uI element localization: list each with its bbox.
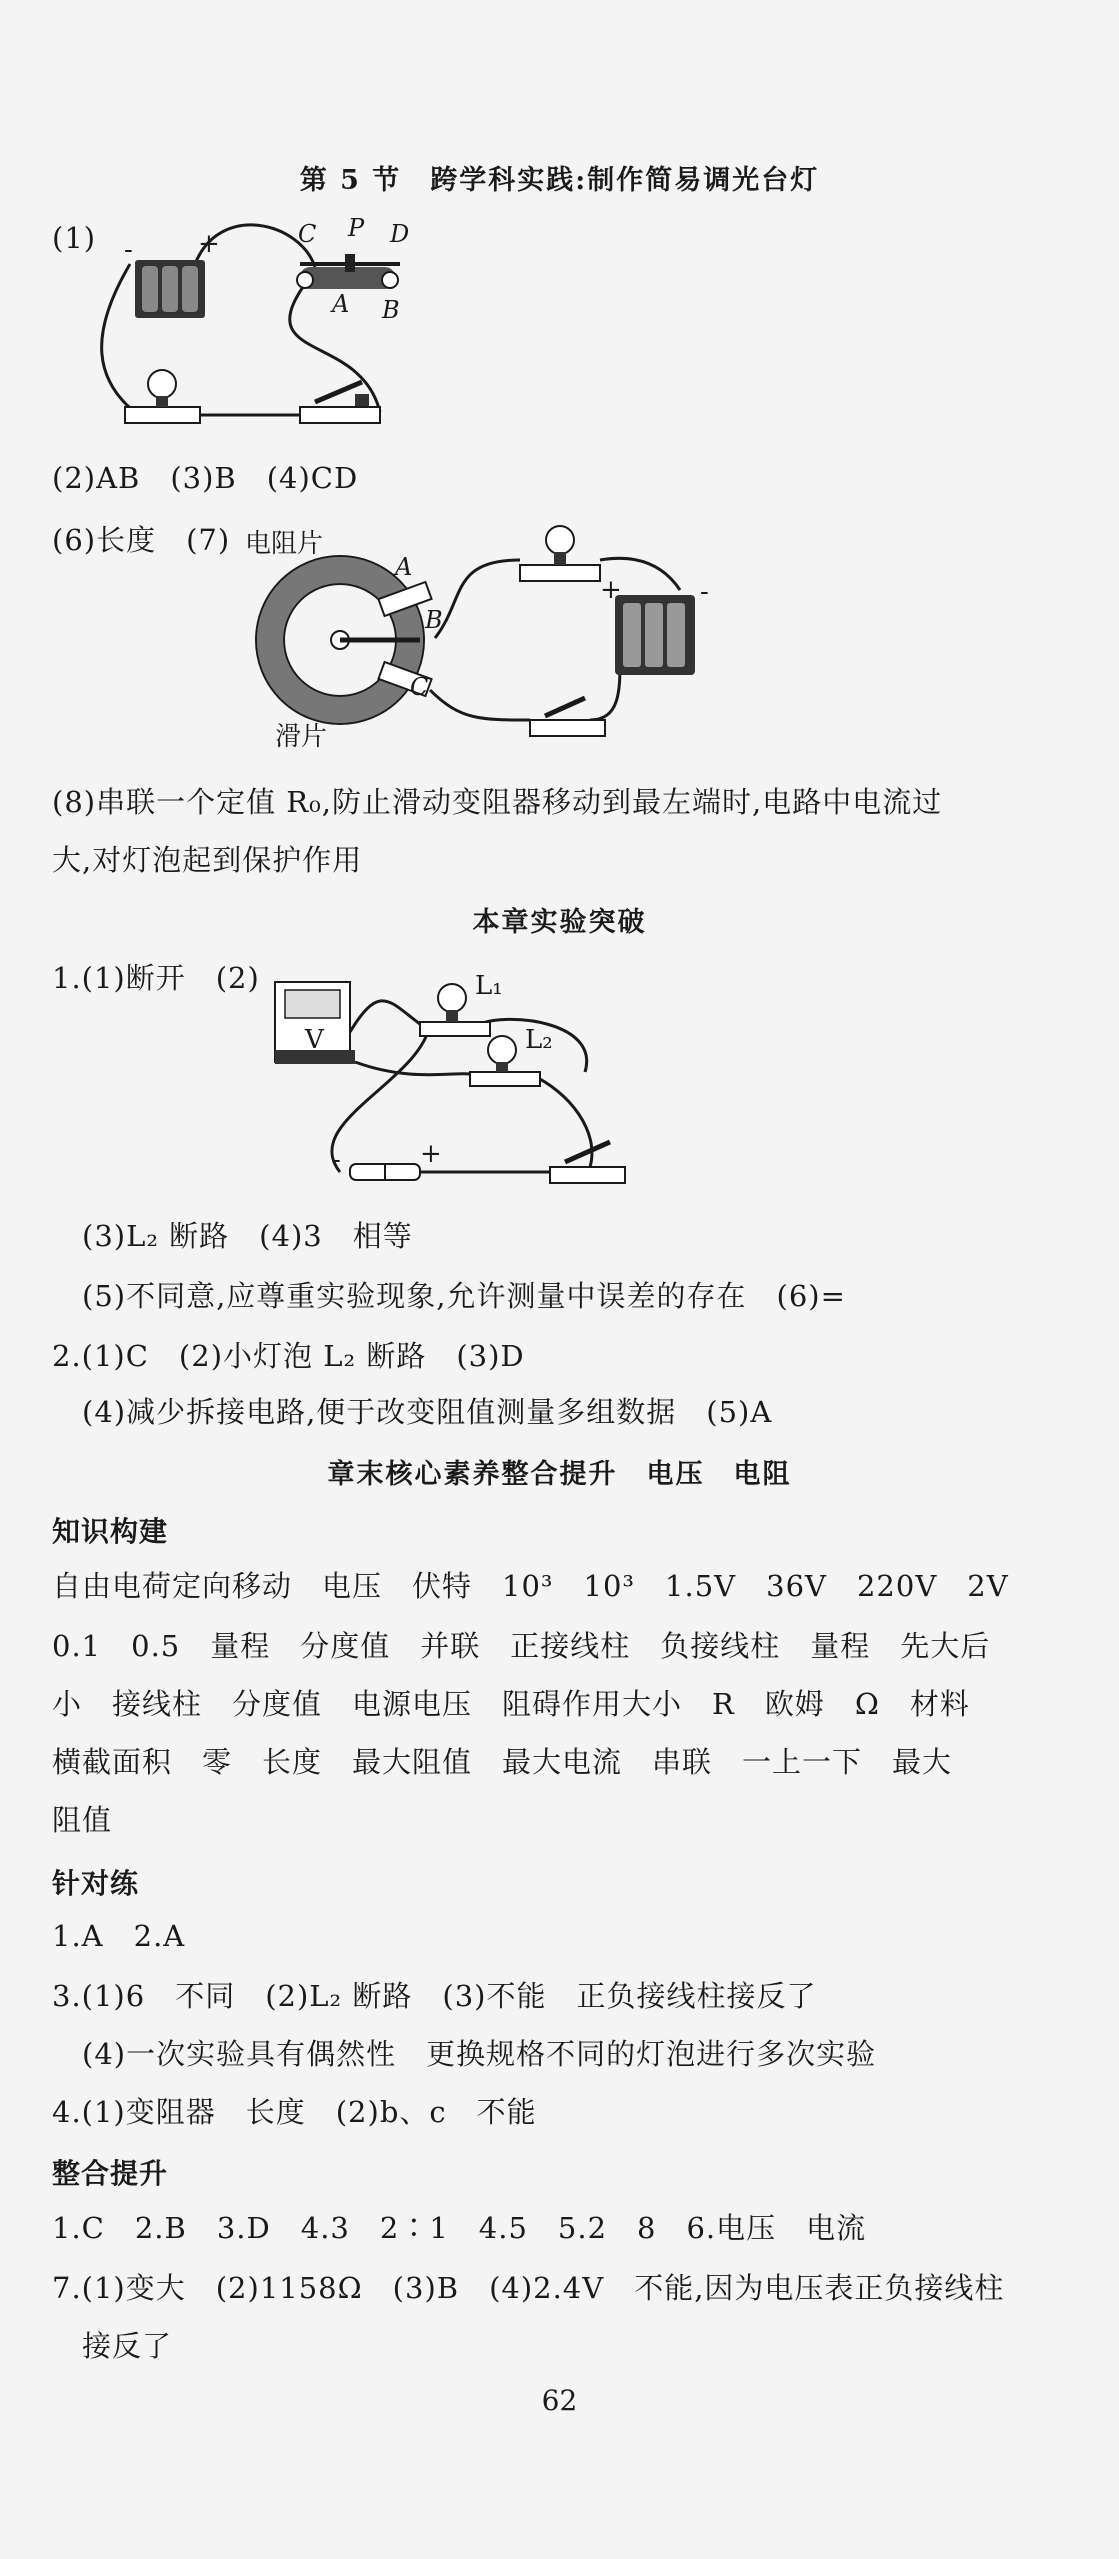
bulb-icon [125, 370, 200, 423]
answer-8-line-2: 大,对灯泡起到保护作用 [52, 843, 363, 877]
knowledge-line: 阻值 [52, 1803, 113, 1837]
terminal-c-label: C [410, 673, 429, 701]
resistor-piece-label: 电阻片 [245, 529, 324, 559]
switch-icon [550, 1142, 625, 1183]
experiment-q2-line-2: (4)减少拆接电路,便于改变阻值测量多组数据 (5)A [82, 1395, 773, 1429]
rheostat-label-b: B [382, 296, 400, 324]
battery-minus-label: - [124, 235, 133, 265]
integration-line: 接反了 [82, 2329, 173, 2363]
integration-line: 7.(1)变大 (2)1158Ω (3)B (4)2.4V 不能,因为电压表正负接线柱 [52, 2271, 1005, 2305]
practice-line: 1.A 2.A [52, 1919, 186, 1953]
integration-line: 1.C 2.B 3.D 4.3 2∶1 4.5 5.2 8 6.电压 电流 [52, 2211, 867, 2245]
battery-minus-label: - [700, 577, 709, 607]
knowledge-heading: 知识构建 [52, 1515, 169, 1548]
battery-icon [135, 260, 205, 318]
rheostat-label-p: P [348, 214, 365, 242]
battery-plus-label: + [600, 575, 622, 605]
battery-icon [350, 1164, 420, 1180]
rheostat-label-c: C [298, 220, 317, 248]
voltmeter-label: V [305, 1025, 324, 1055]
experiment-title: 本章实验突破 [472, 907, 647, 938]
knowledge-line: 小 接线柱 分度值 电源电压 阻碍作用大小 R 欧姆 Ω 材料 [52, 1687, 970, 1721]
answers-6-7: (6)长度 (7) [52, 523, 231, 557]
battery-icon [615, 595, 695, 675]
terminal-b-label: B [425, 606, 443, 634]
section-title: 第 5 节 跨学科实践:制作简易调光台灯 [299, 165, 820, 196]
bulb-l2-label: L₂ [525, 1025, 553, 1055]
experiment-q2-line-1: 2.(1)C (2)小灯泡 L₂ 断路 (3)D [52, 1339, 525, 1373]
answers-2-4: (2)AB (3)B (4)CD [52, 461, 359, 495]
battery-minus-label: - [332, 1145, 341, 1175]
circuit-diagram-1 [100, 212, 440, 442]
rheostat-label-a: A [332, 290, 350, 318]
battery-plus-label: + [198, 229, 220, 259]
circuit-diagram-3 [270, 962, 650, 1202]
switch-icon [530, 698, 605, 736]
practice-line: 4.(1)变阻器 长度 (2)b、c 不能 [52, 2095, 537, 2129]
experiment-q1-3-4: (3)L₂ 断路 (4)3 相等 [82, 1219, 413, 1253]
page-number: 62 [541, 2384, 578, 2417]
answer-8-line-1: (8)串联一个定值 R₀,防止滑动变阻器移动到最左端时,电路中电流过 [52, 785, 943, 819]
integration-heading: 整合提升 [52, 2157, 169, 2190]
slider-label: 滑片 [275, 722, 328, 752]
terminal-a-label: A [395, 553, 413, 581]
rotary-rheostat-icon [256, 556, 432, 724]
experiment-q1-5-6: (5)不同意,应尊重实验现象,允许测量中误差的存在 (6)= [82, 1279, 846, 1313]
knowledge-line: 横截面积 零 长度 最大阻值 最大电流 串联 一上一下 最大 [52, 1745, 953, 1779]
chapter-end-title: 章末核心素养整合提升 电压 电阻 [327, 1459, 792, 1490]
circuit-diagram-2 [230, 520, 750, 760]
knowledge-line: 自由电荷定向移动 电压 伏特 10³ 10³ 1.5V 36V 220V 2V [52, 1569, 1009, 1603]
practice-line: (4)一次实验具有偶然性 更换规格不同的灯泡进行多次实验 [82, 2037, 877, 2071]
knowledge-line: 0.1 0.5 量程 分度值 并联 正接线柱 负接线柱 量程 先大后 [52, 1629, 991, 1663]
battery-plus-label: + [420, 1139, 442, 1169]
experiment-q1: 1.(1)断开 (2) [52, 961, 260, 995]
practice-heading: 针对练 [52, 1867, 140, 1900]
rheostat-label-d: D [390, 220, 410, 248]
bulb-l1-label: L₁ [475, 971, 503, 1001]
bulb-icon [520, 526, 600, 581]
question-1-label: (1) [52, 221, 97, 255]
practice-line: 3.(1)6 不同 (2)L₂ 断路 (3)不能 正负接线柱接反了 [52, 1979, 817, 2013]
